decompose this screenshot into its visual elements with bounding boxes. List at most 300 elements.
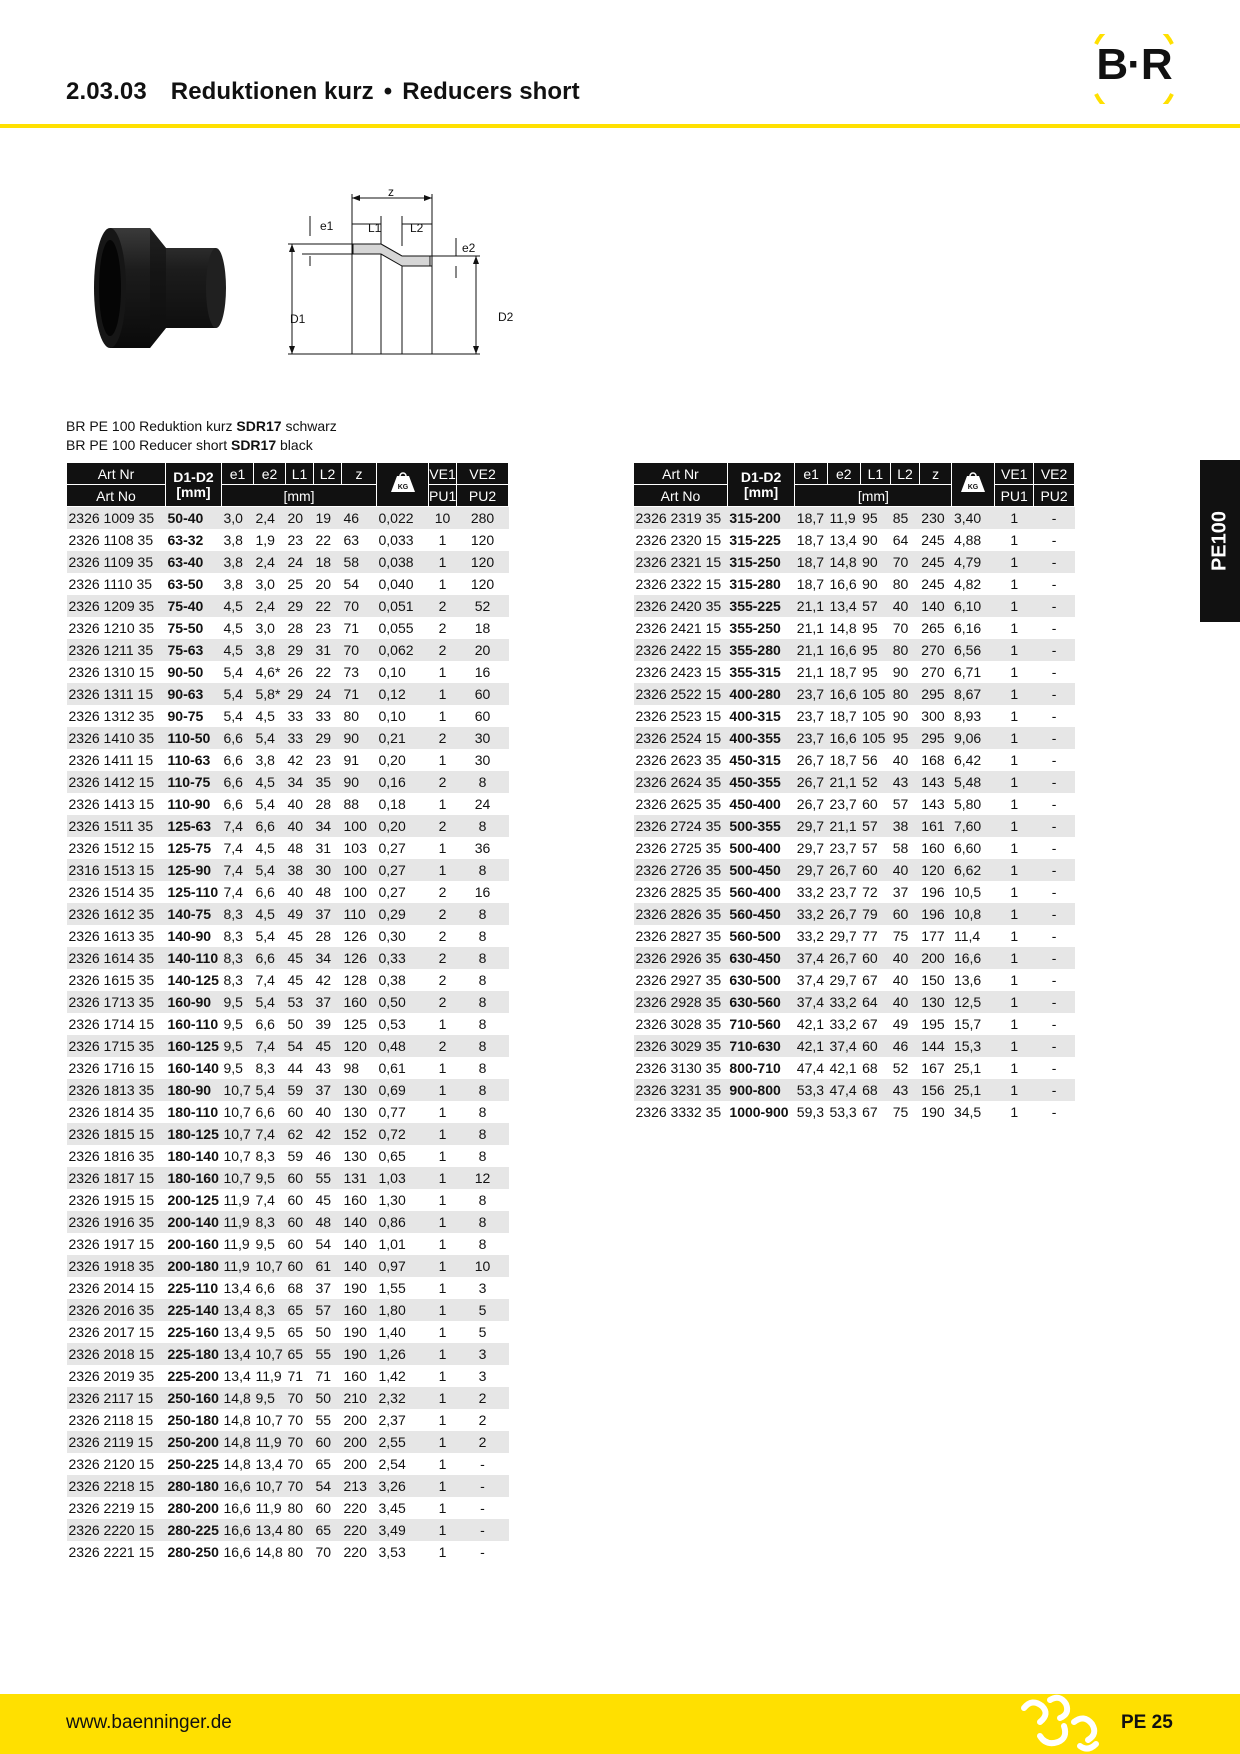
dimension-d1d2: 280-250 <box>167 1544 219 1560</box>
cell-e1: 26,7 <box>796 752 825 768</box>
cell-l2: 75 <box>892 928 909 944</box>
cell-l1: 40 <box>286 815 314 837</box>
table-row <box>67 815 509 837</box>
dimension-d1d2: 180-160 <box>166 1167 222 1189</box>
article-number: 2326 1915 15 <box>68 1192 155 1208</box>
cell-ve1: 1 <box>1010 928 1019 944</box>
article-number: 2326 2220 15 <box>67 1519 166 1541</box>
cell-ve2: 8 <box>457 815 509 837</box>
cell-e2: 7,4 <box>254 1123 286 1145</box>
cell-e2: 6,6 <box>255 884 275 900</box>
cell-ve1: 1 <box>429 1079 457 1101</box>
article-number: 2326 1311 15 <box>67 683 166 705</box>
cell-weight: 0,038 <box>377 551 429 573</box>
article-number: 2326 2219 15 <box>68 1500 155 1516</box>
cell-weight: 6,71 <box>953 664 982 680</box>
cell-ve1: 1 <box>429 1123 457 1145</box>
cell-z: 156 <box>919 1079 952 1101</box>
cell-ve2: - <box>1051 884 1057 900</box>
cell-l1: 48 <box>287 840 304 856</box>
cell-e1: 11,9 <box>223 1192 250 1208</box>
cell-weight: 3,40 <box>952 507 995 530</box>
cell-l2: 71 <box>315 1368 332 1384</box>
cell-z: 245 <box>921 576 945 592</box>
dimension-d1d2: 140-110 <box>166 947 222 969</box>
table-row <box>67 1387 509 1409</box>
cell-z: 196 <box>919 903 952 925</box>
dimension-d1d2: 160-90 <box>166 991 222 1013</box>
cell-l2: 90 <box>892 708 909 724</box>
cell-ve1: 1 <box>438 1060 447 1076</box>
table-row <box>67 1541 509 1563</box>
dimension-d1d2: 160-125 <box>166 1035 222 1057</box>
dimension-d1d2: 500-355 <box>727 815 794 837</box>
cell-z: 110 <box>342 903 377 925</box>
cell-e2: 5,4 <box>254 859 286 881</box>
cell-ve2: 3 <box>478 1368 487 1384</box>
cell-z: 58 <box>342 551 377 573</box>
cell-z: 270 <box>919 639 952 661</box>
cell-l2: 70 <box>315 1544 332 1560</box>
dimension-d1d2: 63-40 <box>166 551 222 573</box>
cell-e1: 14,8 <box>222 1431 254 1453</box>
article-number: 2326 2322 15 <box>635 576 722 592</box>
cell-l1: 68 <box>862 1060 878 1076</box>
cell-l2: 37 <box>314 903 342 925</box>
company-logo <box>1086 34 1182 104</box>
cell-weight: 2,37 <box>378 1412 406 1428</box>
article-number: 2326 2724 35 <box>634 815 728 837</box>
cell-l1: 45 <box>287 972 304 988</box>
cell-ve1: 1 <box>995 551 1034 573</box>
header-d1d2-unit: [mm] <box>743 483 779 500</box>
dimension-d1d2: 400-280 <box>727 683 794 705</box>
article-number: 2326 2726 35 <box>634 859 728 881</box>
header-art-nr: Art Nr <box>67 463 166 485</box>
cell-ve2: 3 <box>478 1280 487 1296</box>
article-number: 2326 2117 15 <box>67 1387 166 1409</box>
dimension-d1d2: 125-63 <box>166 815 222 837</box>
cell-ve2: - <box>1034 1035 1075 1057</box>
dimension-d1d2: 125-110 <box>167 884 219 900</box>
cell-l2: 48 <box>315 884 332 900</box>
title-separator: • <box>383 78 393 105</box>
cell-l2: 80 <box>891 683 920 705</box>
cell-weight: 0,040 <box>378 576 414 592</box>
cell-z: 245 <box>919 551 952 573</box>
table-row <box>67 617 509 639</box>
desc-en-sdr: SDR17 <box>230 437 277 453</box>
cell-weight: 15,3 <box>952 1035 995 1057</box>
dimension-d1d2: 250-160 <box>166 1387 222 1409</box>
cell-l1: 67 <box>862 1104 878 1120</box>
label-d2: D2 <box>498 310 514 324</box>
cell-weight: 6,60 <box>953 840 982 856</box>
cell-ve2: 5 <box>457 1299 509 1321</box>
cell-z: 140 <box>342 1255 377 1277</box>
cell-e1: 47,4 <box>796 1060 825 1076</box>
product-description-german <box>66 418 337 434</box>
cell-e1: 37,4 <box>796 972 825 988</box>
cell-l1: 29 <box>286 683 314 705</box>
article-number: 2326 2926 35 <box>634 947 728 969</box>
cell-e1: 21,1 <box>796 620 825 636</box>
article-number: 2326 1917 15 <box>68 1236 155 1252</box>
dimension-d1d2: 355-315 <box>729 664 781 680</box>
table-row <box>634 639 1075 661</box>
cell-l2: 29 <box>314 727 342 749</box>
cell-ve1: 2 <box>429 815 457 837</box>
table-row <box>634 1013 1075 1035</box>
cell-weight: 8,93 <box>953 708 982 724</box>
cell-l1: 60 <box>286 1211 314 1233</box>
cell-z: 190 <box>343 1280 367 1296</box>
cell-e2: 5,4 <box>255 796 275 812</box>
cell-weight: 0,27 <box>378 884 406 900</box>
cell-e2: 29,7 <box>829 928 857 944</box>
article-number: 2326 2421 15 <box>635 620 722 636</box>
cell-ve1: 1 <box>1010 752 1019 768</box>
cell-e1: 53,3 <box>795 1079 828 1101</box>
cell-ve2: - <box>1051 752 1057 768</box>
cell-l2: 37 <box>892 884 909 900</box>
desc-de-sdr: SDR17 <box>236 418 282 434</box>
cell-z: 190 <box>921 1104 945 1120</box>
cell-weight: 3,26 <box>377 1475 429 1497</box>
cell-e1: 7,4 <box>223 840 243 856</box>
dimension-d1d2: 560-500 <box>729 928 781 944</box>
article-number: 2326 1815 15 <box>67 1123 166 1145</box>
table-row <box>67 573 509 595</box>
dimension-d1d2: 140-75 <box>166 903 222 925</box>
cell-z: 144 <box>919 1035 952 1057</box>
dimension-d1d2: 125-90 <box>166 859 222 881</box>
cell-z: 90 <box>342 771 377 793</box>
cell-e1: 6,6 <box>222 771 254 793</box>
cell-l2: 40 <box>891 947 920 969</box>
cell-l2: 80 <box>892 576 909 592</box>
table-row <box>67 969 509 991</box>
article-number: 2326 2119 15 <box>67 1431 166 1453</box>
dimension-d1d2: 110-50 <box>166 727 222 749</box>
cell-ve2: 12 <box>457 1167 509 1189</box>
table-row <box>67 837 509 859</box>
cell-ve2: - <box>1051 1104 1057 1120</box>
table-row <box>67 1277 509 1299</box>
cell-ve2: 120 <box>470 532 495 548</box>
cell-ve1: 1 <box>429 1343 457 1365</box>
label-d1: D1 <box>290 312 306 326</box>
dimension-d1d2: 355-225 <box>727 595 794 617</box>
cell-e1: 18,7 <box>795 551 828 573</box>
cell-z: 295 <box>919 683 952 705</box>
cell-ve2: 8 <box>478 1236 487 1252</box>
cell-l2: 40 <box>891 595 920 617</box>
cell-z: 46 <box>342 507 377 530</box>
cell-e2: 11,9 <box>255 1500 282 1516</box>
cell-l2: 19 <box>314 507 342 530</box>
cell-l2: 50 <box>314 1387 342 1409</box>
cell-weight: 25,1 <box>953 1060 982 1076</box>
cell-ve1: 1 <box>1010 664 1019 680</box>
cell-l2: 37 <box>314 1079 342 1101</box>
table-row <box>67 793 509 815</box>
cell-e1: 16,6 <box>223 1500 251 1516</box>
dimension-d1d2: 1000-900 <box>729 1104 789 1120</box>
cell-weight: 0,50 <box>377 991 429 1013</box>
article-number: 2326 1613 35 <box>68 928 155 944</box>
cell-weight: 0,21 <box>377 727 429 749</box>
cell-z: 140 <box>919 595 952 617</box>
cell-weight: 0,10 <box>378 708 406 724</box>
dimension-d1d2: 450-355 <box>727 771 794 793</box>
cell-l2: 37 <box>314 991 342 1013</box>
table-row <box>634 1101 1075 1123</box>
cell-weight: 0,77 <box>378 1104 406 1120</box>
cell-l1: 95 <box>862 664 878 680</box>
dimension-d1d2: 75-40 <box>166 595 222 617</box>
cell-weight: 25,1 <box>952 1079 995 1101</box>
cell-ve1: 1 <box>995 1035 1034 1057</box>
dimension-d1d2: 225-140 <box>166 1299 222 1321</box>
cell-e1: 18,7 <box>796 576 825 592</box>
header-d1d2-label: D1-D2 <box>740 468 782 485</box>
cell-l1: 80 <box>287 1500 304 1516</box>
cell-e2: 23,7 <box>829 796 857 812</box>
cell-e2: 18,7 <box>829 752 857 768</box>
cell-e2: 7,4 <box>255 972 275 988</box>
cell-z: 71 <box>342 683 377 705</box>
article-number: 2326 3231 35 <box>634 1079 728 1101</box>
cell-ve2: 2 <box>478 1412 487 1428</box>
dimension-d1d2: 110-75 <box>166 771 222 793</box>
dimension-d1d2: 315-280 <box>729 576 781 592</box>
label-e2: e2 <box>462 241 476 255</box>
cell-ve2: 24 <box>474 796 491 812</box>
cell-ve2: - <box>1034 727 1075 749</box>
cell-ve2: 8 <box>457 1079 509 1101</box>
cell-ve2: 8 <box>457 903 509 925</box>
cell-ve2: - <box>1034 639 1075 661</box>
table-row <box>634 727 1075 749</box>
label-e1: e1 <box>320 219 334 233</box>
cell-l1: 60 <box>860 859 891 881</box>
cell-weight: 0,27 <box>378 840 406 856</box>
cell-e2: 26,7 <box>827 947 860 969</box>
cell-l1: 65 <box>287 1324 304 1340</box>
cell-ve1: 2 <box>429 903 457 925</box>
article-number: 2326 1413 15 <box>68 796 155 812</box>
cell-l2: 20 <box>315 576 332 592</box>
article-number: 2326 1210 35 <box>68 620 155 636</box>
cell-e1: 29,7 <box>796 840 825 856</box>
cell-ve1: 1 <box>438 1148 447 1164</box>
table-row <box>634 1079 1075 1101</box>
table-left-body <box>67 507 509 1564</box>
table-row <box>634 969 1075 991</box>
cell-l2: 75 <box>892 1104 909 1120</box>
cell-weight: 1,80 <box>377 1299 429 1321</box>
cell-ve2: 5 <box>478 1324 487 1340</box>
cell-e1: 5,4 <box>223 708 243 724</box>
cell-e2: 5,4 <box>254 727 286 749</box>
table-row <box>634 771 1075 793</box>
cell-l2: 90 <box>892 664 909 680</box>
cell-e2: 10,7 <box>254 1475 286 1497</box>
header-weight <box>377 463 429 507</box>
cell-l1: 70 <box>287 1456 304 1472</box>
cell-l2: 45 <box>315 1192 332 1208</box>
cell-z: 200 <box>919 947 952 969</box>
header-ve2: VE2 <box>1034 463 1075 485</box>
article-number: 2326 2218 15 <box>67 1475 166 1497</box>
cell-ve2: - <box>1034 991 1075 1013</box>
cell-e2: 11,9 <box>827 507 860 530</box>
cell-l1: 53 <box>286 991 314 1013</box>
article-number: 2326 1715 35 <box>67 1035 166 1057</box>
cell-ve2: - <box>457 1519 509 1541</box>
article-number: 2326 1312 35 <box>68 708 155 724</box>
cell-z: 167 <box>921 1060 945 1076</box>
article-number: 2326 2826 35 <box>634 903 728 925</box>
table-row <box>634 925 1075 947</box>
cell-l1: 64 <box>860 991 891 1013</box>
cell-l2: 52 <box>892 1060 909 1076</box>
cell-z: 100 <box>342 859 377 881</box>
cell-weight: 0,86 <box>377 1211 429 1233</box>
cell-l2: 46 <box>315 1148 332 1164</box>
cell-ve2: 8 <box>478 1060 487 1076</box>
cell-l1: 62 <box>286 1123 314 1145</box>
cell-weight: 16,6 <box>952 947 995 969</box>
cell-l2: 58 <box>892 840 909 856</box>
cell-l1: 70 <box>286 1431 314 1453</box>
cell-e2: 4,5 <box>255 708 275 724</box>
cell-z: 300 <box>921 708 945 724</box>
article-number: 2326 2825 35 <box>635 884 722 900</box>
cell-l2: 80 <box>891 639 920 661</box>
dimension-d1d2: 250-180 <box>167 1412 219 1428</box>
cell-ve1: 1 <box>429 1431 457 1453</box>
header-d1d2 <box>727 463 794 507</box>
article-number: 2326 2422 15 <box>634 639 728 661</box>
table-row <box>634 1057 1075 1079</box>
cell-e2: 53,3 <box>829 1104 857 1120</box>
cell-z: 100 <box>342 815 377 837</box>
cell-ve1: 1 <box>1010 884 1019 900</box>
cell-ve1: 1 <box>1010 840 1019 856</box>
cell-z: 54 <box>343 576 360 592</box>
table-right-body <box>634 507 1075 1124</box>
dimension-d1d2: 180-110 <box>167 1104 219 1120</box>
table-row <box>67 1409 509 1431</box>
cell-ve1: 1 <box>438 1104 447 1120</box>
table-row <box>67 991 509 1013</box>
cell-ve1: 1 <box>438 576 447 592</box>
cell-l2: 70 <box>891 551 920 573</box>
dimension-d1d2: 280-180 <box>166 1475 222 1497</box>
cell-l1: 42 <box>287 752 304 768</box>
cell-l1: 70 <box>286 1387 314 1409</box>
cell-ve2: 20 <box>457 639 509 661</box>
cell-l1: 80 <box>286 1519 314 1541</box>
dimension-d1d2: 90-63 <box>166 683 222 705</box>
cell-e1: 13,4 <box>222 1299 254 1321</box>
cell-l2: 45 <box>314 1035 342 1057</box>
cell-ve1: 1 <box>1010 532 1019 548</box>
article-number: 2326 1813 35 <box>67 1079 166 1101</box>
dimension-d1d2: 280-225 <box>166 1519 222 1541</box>
article-number: 2326 1412 15 <box>67 771 166 793</box>
cell-e1: 5,4 <box>222 683 254 705</box>
header-art-nr: Art Nr <box>634 463 728 485</box>
cell-weight: 6,16 <box>953 620 982 636</box>
article-number: 2326 1410 35 <box>67 727 166 749</box>
cell-z: 125 <box>343 1016 367 1032</box>
article-number: 2326 2623 35 <box>635 752 722 768</box>
cell-e2: 13,4 <box>827 595 860 617</box>
cell-weight: 4,79 <box>952 551 995 573</box>
table-row <box>634 793 1075 815</box>
article-number: 2326 1211 35 <box>67 639 166 661</box>
cell-e2: 6,6 <box>255 1280 275 1296</box>
cell-z: 80 <box>343 708 360 724</box>
website-link[interactable]: www.baenninger.de <box>66 1712 232 1733</box>
header-pu2: PU2 <box>1034 485 1075 507</box>
cell-ve2: 8 <box>457 1211 509 1233</box>
cell-e2: 9,5 <box>254 1387 286 1409</box>
kg-weight-icon <box>958 472 988 494</box>
cell-ve1: 1 <box>1010 620 1019 636</box>
table-row <box>67 1145 509 1167</box>
table-row <box>634 903 1075 925</box>
cell-ve2: 8 <box>478 1104 487 1120</box>
cell-l1: 59 <box>287 1148 304 1164</box>
cell-ve1: 1 <box>1010 1016 1019 1032</box>
cell-l1: 45 <box>287 928 304 944</box>
cell-e1: 16,6 <box>222 1475 254 1497</box>
cell-ve2: 8 <box>457 991 509 1013</box>
cell-weight: 1,26 <box>377 1343 429 1365</box>
cell-ve1: 1 <box>429 1299 457 1321</box>
article-number: 2326 1108 35 <box>68 532 154 548</box>
cell-e2: 29,7 <box>829 972 857 988</box>
cell-l1: 79 <box>860 903 891 925</box>
cell-l2: 57 <box>314 1299 342 1321</box>
logo-text: B·R <box>1096 40 1172 89</box>
cell-weight: 1,03 <box>377 1167 429 1189</box>
cell-ve1: 1 <box>995 859 1034 881</box>
cell-ve1: 1 <box>438 532 447 548</box>
header-mm-group: [mm] <box>222 485 377 507</box>
cell-weight: 0,16 <box>377 771 429 793</box>
cell-e2: 21,1 <box>827 815 860 837</box>
table-row <box>67 1057 509 1079</box>
cell-e1: 18,7 <box>796 532 825 548</box>
cell-ve1: 1 <box>429 551 457 573</box>
cell-z: 190 <box>342 1343 377 1365</box>
cell-ve2: 280 <box>457 507 509 530</box>
cell-l2: 28 <box>315 796 332 812</box>
cell-ve2: 8 <box>457 859 509 881</box>
cell-ve2: 10 <box>457 1255 509 1277</box>
cell-e1: 3,8 <box>222 551 254 573</box>
cell-e2: 8,3 <box>255 1060 275 1076</box>
cell-e2: 11,9 <box>254 1431 286 1453</box>
table-row <box>67 1497 509 1519</box>
cell-e1: 7,4 <box>223 884 243 900</box>
page-number: PE 25 <box>1121 1712 1173 1733</box>
